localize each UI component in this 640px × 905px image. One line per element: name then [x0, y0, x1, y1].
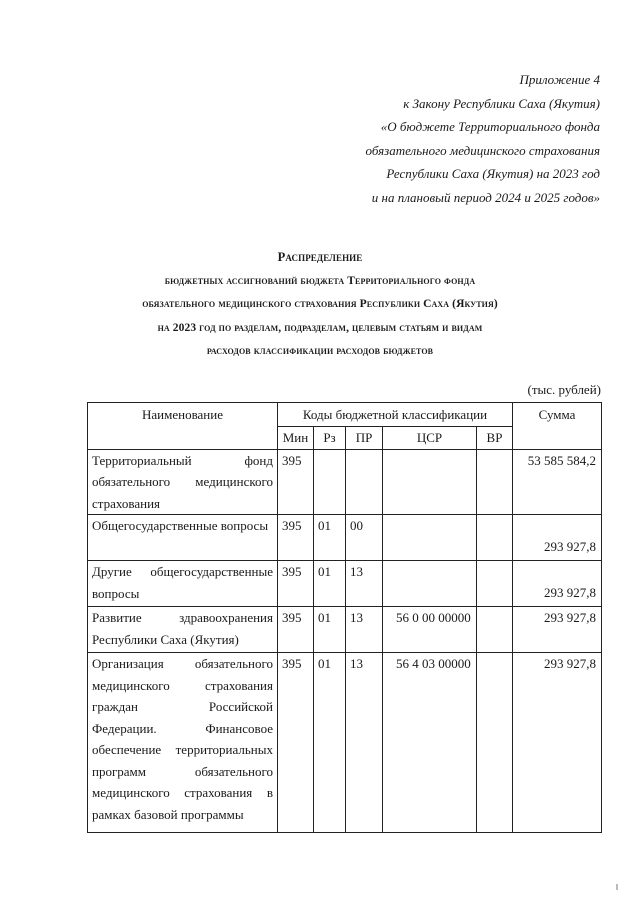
row-pr: 00 [346, 515, 383, 561]
row-rz: 01 [314, 653, 346, 833]
row-csr [383, 561, 477, 607]
row-sum: 293 927,8 [513, 653, 602, 833]
appendix-line: «О бюджете Территориального фонда [380, 119, 600, 134]
appendix-note [366, 68, 600, 209]
table-row [88, 515, 602, 561]
row-pr: 13 [346, 561, 383, 607]
row-rz: 01 [314, 515, 346, 561]
title-line: на 2023 год по разделам, подразделам, целевым статьям и видам [157, 321, 483, 334]
appendix-line: к Закону Республики Саха (Якутия) [403, 95, 600, 111]
table-header-row [88, 403, 602, 427]
row-pr: 13 [346, 653, 383, 833]
title-line: расходов классификации расходов бюджетов [206, 345, 434, 357]
row-vr [477, 561, 513, 607]
row-name: Территориальный фонд обязательного медицинского страхования [88, 449, 278, 515]
header-vr: ВР [477, 426, 513, 449]
row-min: 395 [278, 561, 314, 607]
row-vr [477, 653, 513, 833]
row-csr [383, 449, 477, 515]
header-codes: Коды бюджетной классификации [278, 403, 513, 427]
row-min: 395 [278, 607, 314, 653]
row-csr: 56 4 03 00000 [383, 653, 477, 833]
row-rz: 01 [314, 561, 346, 607]
row-sum: 293 927,8 [513, 561, 602, 607]
appendix-line: Республики Саха (Якутия) на 2023 год [386, 166, 600, 181]
title-line: обязательного медицинского страхования Республики Саха (Якутия) [142, 298, 498, 310]
title-line: бюджетных ассигнований бюджета Территориального фонда [164, 274, 476, 287]
row-vr [477, 449, 513, 515]
table-row [88, 607, 602, 653]
table-row [88, 561, 602, 607]
row-name: Организация обязательного медицинского страхования граждан Российской Федерации. Финансовое обеспечение территориальных программ обязательного медицинского страхования в рамках базовой программы [88, 653, 278, 833]
row-pr: 13 [346, 607, 383, 653]
row-vr [477, 515, 513, 561]
row-pr [346, 449, 383, 515]
row-rz: 01 [314, 607, 346, 653]
header-name: Наименование [88, 403, 278, 450]
header-pr: ПР [346, 426, 383, 449]
scan-artifact [616, 884, 618, 890]
row-name: Другие общегосударственные вопросы [88, 561, 278, 607]
appendix-line: и на плановый период 2024 и 2025 годов» [371, 189, 600, 205]
row-csr: 56 0 00 00000 [383, 607, 477, 653]
row-vr [477, 607, 513, 653]
title-line: Распределение [277, 250, 363, 264]
row-rz [314, 449, 346, 515]
table-row [88, 653, 602, 833]
row-min: 395 [278, 653, 314, 833]
row-sum: 293 927,8 [513, 607, 602, 653]
header-sum: Сумма [513, 403, 602, 450]
units-label: (тыс. рублей) [527, 382, 601, 397]
appendix-line: Приложение 4 [519, 72, 600, 87]
row-sum: 293 927,8 [513, 515, 602, 561]
header-min: Мин [278, 426, 314, 449]
row-csr [383, 515, 477, 561]
row-name: Развитие здравоохранения Республики Саха (Якутия) [88, 607, 278, 653]
appendix-line: обязательного медицинского страхования [365, 142, 600, 158]
row-name: Общегосударственные вопросы [88, 515, 278, 561]
budget-table [87, 402, 602, 833]
row-sum: 53 585 584,2 [513, 449, 602, 515]
row-min: 395 [278, 449, 314, 515]
header-rz: Рз [314, 426, 346, 449]
row-min: 395 [278, 515, 314, 561]
header-csr: ЦСР [383, 426, 477, 449]
table-row [88, 449, 602, 515]
document-title [0, 246, 640, 364]
